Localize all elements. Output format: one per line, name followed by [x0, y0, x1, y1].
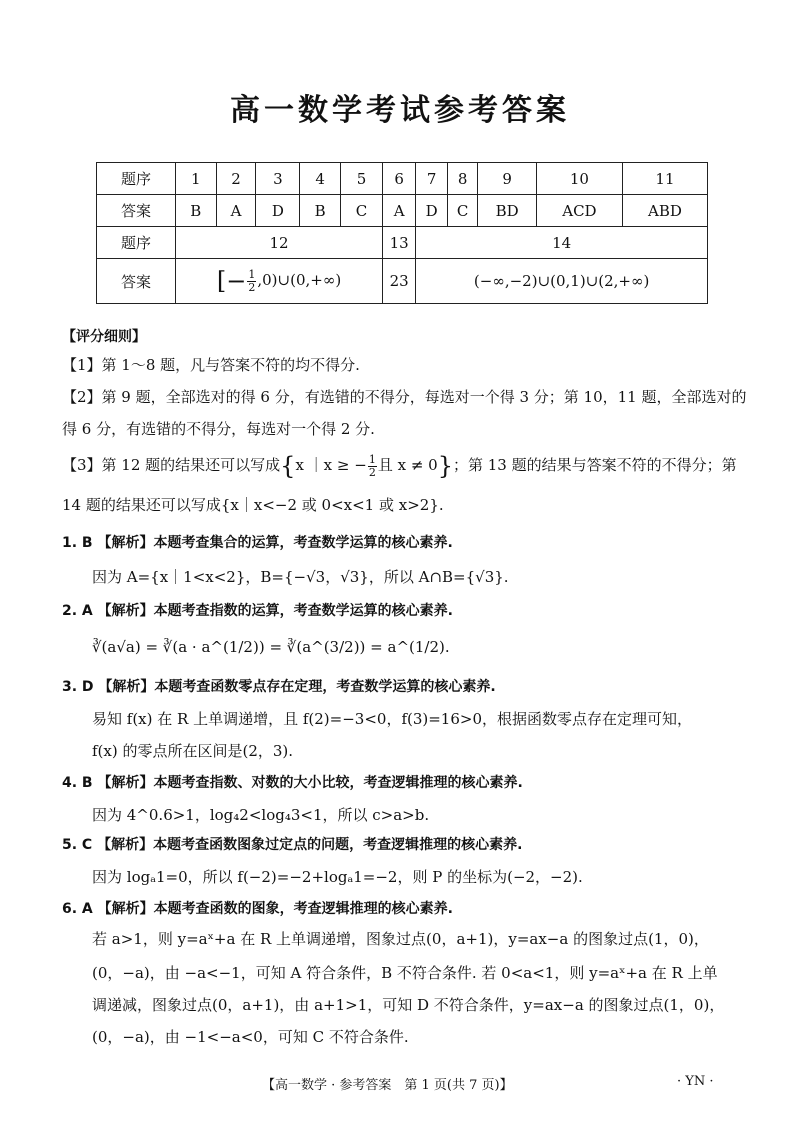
table-row: [97, 195, 708, 227]
fraction-numerator: 1: [248, 267, 256, 281]
answer-cell: ACD: [536, 195, 622, 227]
rule-3-text-a: 【3】第 12 题的结果还可以写成: [62, 456, 281, 474]
header-label: 题序: [97, 163, 176, 195]
q3-head: 3. D 【解析】本题考查函数零点存在定理，考查数学运算的核心素养.: [62, 679, 496, 695]
fraction-denominator: 2: [248, 280, 256, 294]
question-number: 14: [416, 227, 708, 259]
q6-line-1: 若 a>1，则 y=aˣ+a 在 R 上单调递增，图象过点(0，a+1)，y=ax−a 的图象过点(1，0)，: [92, 930, 709, 948]
question-number: 9: [478, 163, 537, 195]
question-number: 10: [536, 163, 622, 195]
fraction: [368, 454, 377, 479]
footer-page-info: 【高一数学 · 参考答案 第 1 页(共 7 页)】: [262, 1078, 513, 1093]
fraction-denominator: 2: [368, 465, 376, 479]
answer-12-right: ,0)∪(0,+∞): [257, 271, 342, 289]
answer-cell: BD: [478, 195, 537, 227]
answer-cell: B: [176, 195, 217, 227]
question-number: 1: [176, 163, 217, 195]
question-number: 5: [340, 163, 382, 195]
question-number: 4: [300, 163, 341, 195]
q6-line-4: (0，−a)，由 −1<−a<0，可知 C 不符合条件.: [92, 1028, 409, 1046]
answer-12-left: [−: [216, 267, 247, 295]
rule-3-set-a: x ｜x ≥ −: [295, 456, 367, 474]
question-number: 11: [622, 163, 707, 195]
answer-cell-12: [176, 259, 383, 304]
table-row: [97, 227, 708, 259]
answer-label: 答案: [97, 195, 176, 227]
rule-1: 【1】第 1～8 题，凡与答案不符的均不得分.: [62, 356, 360, 374]
q6-line-2: (0，−a)，由 −a<−1，可知 A 符合条件，B 不符合条件. 若 0<a<1，则 y=aˣ+a 在 R 上单: [92, 964, 718, 982]
rule-3-line-1: 【3】第 12 题的结果还可以写成{x ｜x ≥ − $\frac{1}{2}$ 且 x ≠ 0}；第 13 题的结果与答案不符的不得分；第: [62, 452, 737, 480]
q5-head: 5. C 【解析】本题考查函数图象过定点的问题，考查逻辑推理的核心素养.: [62, 837, 523, 853]
rule-3-line-2: 14 题的结果还可以写成{x｜x<−2 或 0<x<1 或 x>2}.: [62, 496, 444, 514]
q4-head: 4. B 【解析】本题考查指数、对数的大小比较，考查逻辑推理的核心素养.: [62, 775, 523, 791]
q4-body: 因为 4^0.6>1，log₄2<log₄3<1，所以 c>a>b.: [92, 806, 430, 824]
question-number: 6: [383, 163, 416, 195]
rule-2-line-2: 得 6 分，有选错的不得分，每选对一个得 2 分.: [62, 420, 375, 438]
rule-2-line-1: 【2】第 9 题，全部选对的得 6 分，有选错的不得分，每选对一个得 3 分；第 10，11 题，全部选对的: [62, 388, 747, 406]
answer-cell: B: [300, 195, 341, 227]
question-number: 13: [383, 227, 416, 259]
question-number: 7: [416, 163, 448, 195]
answer-cell: D: [416, 195, 448, 227]
question-number: 3: [256, 163, 300, 195]
q2-head: 2. A 【解析】本题考查指数的运算，考查数学运算的核心素养.: [62, 603, 453, 619]
q3-line-1: 易知 f(x) 在 R 上单调递增，且 f(2)=−3<0，f(3)=16>0，根据函数零点存在定理可知，: [92, 710, 693, 728]
q6-head: 6. A 【解析】本题考查函数的图象，考查逻辑推理的核心素养.: [62, 901, 453, 917]
table-row: [97, 259, 708, 304]
answer-cell: A: [383, 195, 416, 227]
answer-cell: A: [216, 195, 256, 227]
answer-cell-13: 23: [383, 259, 416, 304]
answer-label: 答案: [97, 259, 176, 304]
q1-head: 1. B 【解析】本题考查集合的运算，考查数学运算的核心素养.: [62, 535, 453, 551]
question-number: 8: [447, 163, 477, 195]
footer-code: · YN ·: [677, 1074, 714, 1089]
answer-cell: C: [447, 195, 477, 227]
q5-body: 因为 logₐ1=0，所以 f(−2)=−2+logₐ1=−2，则 P 的坐标为(−2，−2).: [92, 868, 583, 886]
header-label: 题序: [97, 227, 176, 259]
answer-cell: C: [340, 195, 382, 227]
fraction-numerator: 1: [368, 452, 376, 466]
answer-table: [96, 162, 708, 304]
q3-line-2: f(x) 的零点所在区间是(2，3).: [92, 742, 294, 760]
rules-heading: 【评分细则】: [62, 329, 146, 345]
answer-cell-14: (−∞,−2)∪(0,1)∪(2,+∞): [416, 259, 708, 304]
answer-cell: D: [256, 195, 300, 227]
q2-body: ∛(a√a) = ∛(a · a^(1/2)) = ∛(a^(3/2)) = a^(1/2).: [92, 638, 450, 656]
q6-line-3: 调递减，图象过点(0，a+1)，由 a+1>1，可知 D 不符合条件，y=ax−a 的图象过点(1，0)，: [92, 996, 725, 1014]
fraction: [247, 269, 256, 294]
rule-3-text-b: ；第 13 题的结果与答案不符的不得分；第: [453, 456, 737, 474]
question-number: 2: [216, 163, 256, 195]
answer-cell: ABD: [622, 195, 707, 227]
rule-3-set-b: 且 x ≠ 0: [377, 456, 438, 474]
q1-body: 因为 A={x｜1<x<2}，B={−√3，√3}，所以 A∩B={√3}.: [92, 568, 509, 586]
page-title: 高一数学考试参考答案: [230, 93, 570, 128]
question-number: 12: [176, 227, 383, 259]
table-row: [97, 163, 708, 195]
